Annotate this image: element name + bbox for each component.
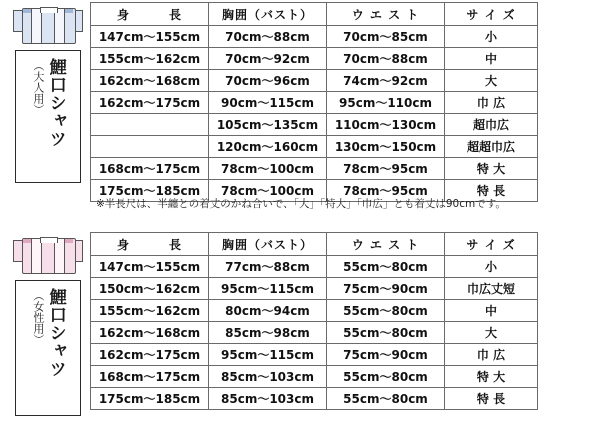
size-table-women (90, 232, 538, 410)
cell-bust: 95cm〜115cm (209, 344, 327, 366)
table-row (91, 322, 538, 344)
table-row (91, 388, 538, 410)
header-waist: ウ エ ス ト (327, 233, 445, 256)
cell-size: 大 (445, 322, 538, 344)
cell-size: 中 (445, 48, 538, 70)
cell-bust: 120cm〜160cm (209, 136, 327, 158)
cell-height: 155cm〜162cm (91, 300, 209, 322)
cell-waist: 55cm〜80cm (327, 300, 445, 322)
cell-height: 162cm〜168cm (91, 70, 209, 92)
label-column-women (6, 232, 90, 416)
table-row (91, 92, 538, 114)
cell-height (91, 114, 209, 136)
cell-height: 162cm〜175cm (91, 92, 209, 114)
cell-waist: 55cm〜80cm (327, 322, 445, 344)
cell-height: 175cm〜185cm (91, 180, 209, 202)
cell-size: 特 大 (445, 366, 538, 388)
header-waist: ウ エ ス ト (327, 3, 445, 26)
cell-height (91, 136, 209, 158)
cell-size: 巾 広 (445, 92, 538, 114)
label-column-adult (6, 2, 90, 183)
footnote: ※半長尺は、半纏との着丈のかね合いで、「大」「特大」「巾広」とも着丈は90cmです。 (96, 198, 506, 210)
cell-size: 巾広丈短 (445, 278, 538, 300)
header-bust: 胸囲（バスト） (209, 233, 327, 256)
cell-height: 162cm〜175cm (91, 344, 209, 366)
cell-waist: 130cm〜150cm (327, 136, 445, 158)
cell-bust: 105cm〜135cm (209, 114, 327, 136)
cell-waist: 70cm〜85cm (327, 26, 445, 48)
cell-size: 大 (445, 70, 538, 92)
cell-waist: 70cm〜88cm (327, 48, 445, 70)
cell-waist: 75cm〜90cm (327, 278, 445, 300)
table-row (91, 256, 538, 278)
cell-height: 147cm〜155cm (91, 256, 209, 278)
table-header-row (91, 233, 538, 256)
product-subtitle-women: （女性用） (31, 290, 45, 345)
cell-waist: 55cm〜80cm (327, 366, 445, 388)
cell-bust: 85cm〜103cm (209, 366, 327, 388)
product-title-adult: 鯉口シャツ (45, 58, 66, 148)
product-title-box-women (15, 280, 81, 416)
cell-waist: 78cm〜95cm (327, 158, 445, 180)
cell-height: 168cm〜175cm (91, 366, 209, 388)
header-bust: 胸囲（バスト） (209, 3, 327, 26)
table-row (91, 366, 538, 388)
header-size: サ イ ズ (445, 3, 538, 26)
cell-bust: 78cm〜100cm (209, 180, 327, 202)
cell-bust: 77cm〜88cm (209, 256, 327, 278)
cell-bust: 78cm〜100cm (209, 158, 327, 180)
cell-waist: 74cm〜92cm (327, 70, 445, 92)
happi-coat-pink-icon (12, 232, 84, 276)
size-block-women (6, 232, 538, 416)
header-height: 身 長 (91, 3, 209, 26)
table-row (91, 300, 538, 322)
cell-size: 特 大 (445, 158, 538, 180)
cell-bust: 70cm〜92cm (209, 48, 327, 70)
header-height: 身 長 (91, 233, 209, 256)
header-size: サ イ ズ (445, 233, 538, 256)
cell-height: 147cm〜155cm (91, 26, 209, 48)
cell-height: 150cm〜162cm (91, 278, 209, 300)
cell-size: 特 長 (445, 388, 538, 410)
size-block-adult (6, 2, 538, 202)
cell-bust: 70cm〜96cm (209, 70, 327, 92)
table-row (91, 344, 538, 366)
cell-waist: 55cm〜80cm (327, 388, 445, 410)
cell-size: 超超巾広 (445, 136, 538, 158)
cell-height: 168cm〜175cm (91, 158, 209, 180)
table-row (91, 26, 538, 48)
cell-bust: 85cm〜103cm (209, 388, 327, 410)
cell-waist: 95cm〜110cm (327, 92, 445, 114)
cell-size: 中 (445, 300, 538, 322)
cell-bust: 70cm〜88cm (209, 26, 327, 48)
cell-height: 162cm〜168cm (91, 322, 209, 344)
table-header-row (91, 3, 538, 26)
table-row (91, 278, 538, 300)
table-row (91, 158, 538, 180)
cell-bust: 95cm〜115cm (209, 278, 327, 300)
product-subtitle-adult: （大人用） (31, 60, 45, 115)
size-table-adult (90, 2, 538, 202)
cell-waist: 75cm〜90cm (327, 344, 445, 366)
table-row (91, 114, 538, 136)
cell-bust: 85cm〜98cm (209, 322, 327, 344)
cell-waist: 78cm〜95cm (327, 180, 445, 202)
cell-height: 175cm〜185cm (91, 388, 209, 410)
cell-waist: 110cm〜130cm (327, 114, 445, 136)
cell-size: 小 (445, 256, 538, 278)
cell-size: 超巾広 (445, 114, 538, 136)
table-row (91, 70, 538, 92)
cell-waist: 55cm〜80cm (327, 256, 445, 278)
cell-bust: 90cm〜115cm (209, 92, 327, 114)
cell-height: 155cm〜162cm (91, 48, 209, 70)
product-title-box-adult (15, 50, 81, 183)
cell-size: 特 長 (445, 180, 538, 202)
table-row (91, 48, 538, 70)
table-row (91, 136, 538, 158)
cell-size: 巾 広 (445, 344, 538, 366)
cell-bust: 80cm〜94cm (209, 300, 327, 322)
happi-coat-blue-icon (12, 2, 84, 46)
product-title-women: 鯉口シャツ (45, 288, 66, 378)
cell-size: 小 (445, 26, 538, 48)
